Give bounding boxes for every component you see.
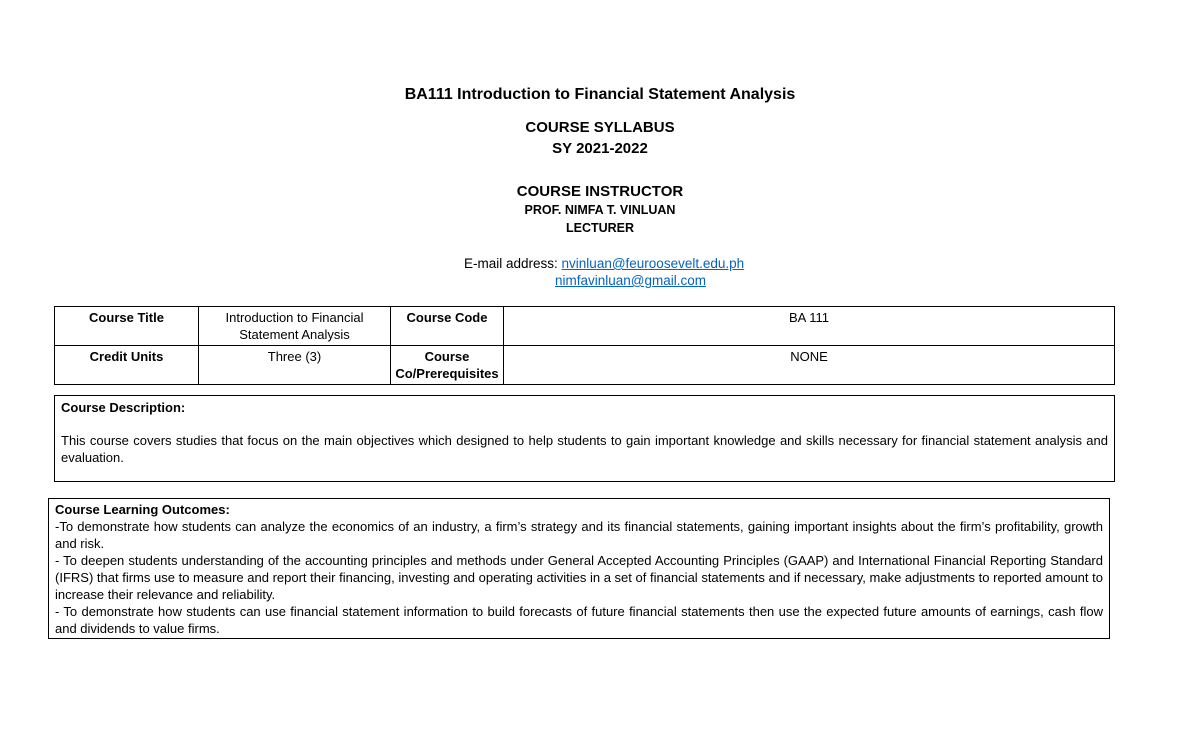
course-description-box: [54, 395, 1115, 482]
table-row: [55, 346, 1115, 385]
instructor-role: LECTURER: [565, 221, 635, 235]
course-info-table: [54, 306, 1115, 385]
course-title-value: Introduction to Financial Statement Analysis: [199, 307, 391, 346]
list-item: - To deepen students understanding of the accounting principles and methods under General Accepted Accounting Principles (GAAP) and International Financial Reporting Standard (IFRS) that firms use to measure and report their financing, investing and operating activities in a set of financial statements and if necessary, make adjustments to reported amount to increase their relevance and reliability.: [55, 553, 1103, 602]
table-row: [55, 307, 1115, 346]
credit-units-label: Credit Units: [55, 346, 199, 385]
instructor-heading: COURSE INSTRUCTOR: [516, 183, 684, 200]
course-description-text: This course covers studies that focus on the main objectives which designed to help students to gain important knowledge and skills necessary for financial statement analysis and evaluation.: [61, 433, 1108, 465]
document-title: BA111 Introduction to Financial Statement Analysis: [404, 86, 796, 103]
course-description-heading: Course Description:: [61, 400, 186, 415]
course-title-label: Course Title: [55, 307, 199, 346]
email-link-primary[interactable]: nvinluan@feuroosevelt.edu.ph: [561, 256, 745, 271]
prerequisites-label: Course Co/Prerequisites: [391, 346, 504, 385]
syllabus-heading: COURSE SYLLABUS: [525, 119, 675, 136]
email-label: E-mail address:: [464, 256, 562, 271]
list-item: - To demonstrate how students can use financial statement information to build forecasts of future financial statements then use the expected future amounts of earnings, cash flow and dividends to value firms.: [55, 604, 1103, 636]
course-code-value: BA 111: [504, 307, 1115, 346]
list-item: -To demonstrate how students can analyze the economics of an industry, a firm’s strategy and its financial statements, gaining important insights about the firm’s profitability, growth and risk.: [55, 519, 1103, 551]
course-code-label: Course Code: [391, 307, 504, 346]
learning-outcomes-heading: Course Learning Outcomes:: [55, 502, 230, 517]
prerequisites-value: NONE: [504, 346, 1115, 385]
email-row-secondary: [555, 273, 706, 288]
instructor-name: PROF. NIMFA T. VINLUAN: [524, 203, 676, 217]
learning-outcomes-box: [48, 498, 1110, 639]
credit-units-value: Three (3): [199, 346, 391, 385]
email-link-secondary[interactable]: nimfavinluan@gmail.com: [555, 273, 707, 288]
school-year: SY 2021-2022: [552, 140, 648, 157]
email-row: [464, 256, 744, 271]
